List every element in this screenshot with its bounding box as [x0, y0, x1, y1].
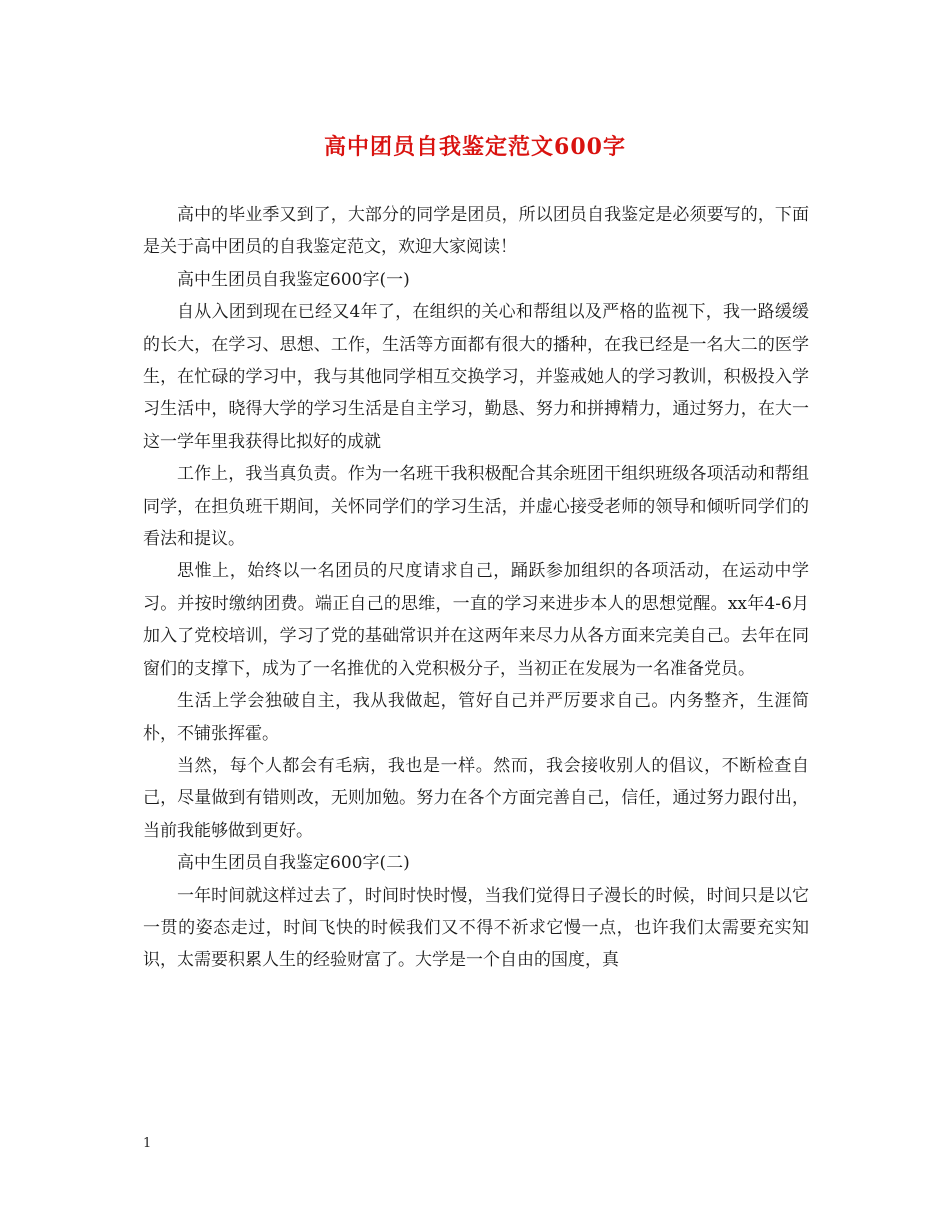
paragraph: 一年时间就这样过去了，时间时快时慢，当我们觉得日子漫长的时候，时间只是以它一贯的姿态走过，时间飞快的时候我们又不得不祈求它慢一点，也许我们太需要充实知识，太需要积累人生的经验财富了。大学是一个自由的国度，真	[143, 885, 809, 971]
paragraph: 生活上学会独破自主，我从我做起，管好自己并严厉要求自己。内务整齐，生涯简朴，不铺张挥霍。	[143, 691, 809, 744]
document-body	[143, 199, 809, 977]
paragraph: 自从入团到现在已经又4年了，在组织的关心和帮组以及严格的监视下，我一路缓缓的长大，在学习、思想、工作，生活等方面都有很大的播种，在我已经是一名大二的医学生，在忙碌的学习中，我与其他同学相互交换学习，并鉴戒她人的学习教训，积极投入学习生活中，晓得大学的学习生活是自主学习，勤恳、努力和拼搏精力，通过努力，在大一这一学年里我获得比拟好的成就	[143, 302, 809, 452]
section-heading-1: 高中生团员自我鉴定600字(一)	[177, 269, 410, 290]
paragraph-intro: 高中的毕业季又到了，大部分的同学是团员，所以团员自我鉴定是必须要写的，下面是关于高中团员的自我鉴定范文，欢迎大家阅读！	[143, 205, 809, 258]
document-title: 高中团员自我鉴定范文600字	[324, 134, 626, 160]
paragraph: 思惟上，始终以一名团员的尺度请求自己，踊跃参加组织的各项活动，在运动中学习。并按时缴纳团费。端正自己的思维，一直的学习来进步本人的思想觉醒。xx年4-6月加入了党校培训，学习了党的基础常识并在这两年来尽力从各方面来完美自己。去年在同窗们的支撑下，成为了一名推优的入党积极分子，当初正在发展为一名准备党员。	[143, 561, 809, 679]
paragraph: 当然，每个人都会有毛病，我也是一样。然而，我会接收别人的倡议，不断检查自己，尽量做到有错则改，无则加勉。努力在各个方面完善自己，信任，通过努力跟付出，当前我能够做到更好。	[143, 755, 809, 841]
section-heading-2: 高中生团员自我鉴定600字(二)	[177, 853, 410, 874]
page-number: 1	[143, 1136, 152, 1151]
paragraph: 工作上，我当真负责。作为一名班干我积极配合其余班团干组织班级各项活动和帮组同学，在担负班干期间，关怀同学们的学习生活，并虚心接受老师的领导和倾听同学们的看法和提议。	[143, 464, 809, 550]
